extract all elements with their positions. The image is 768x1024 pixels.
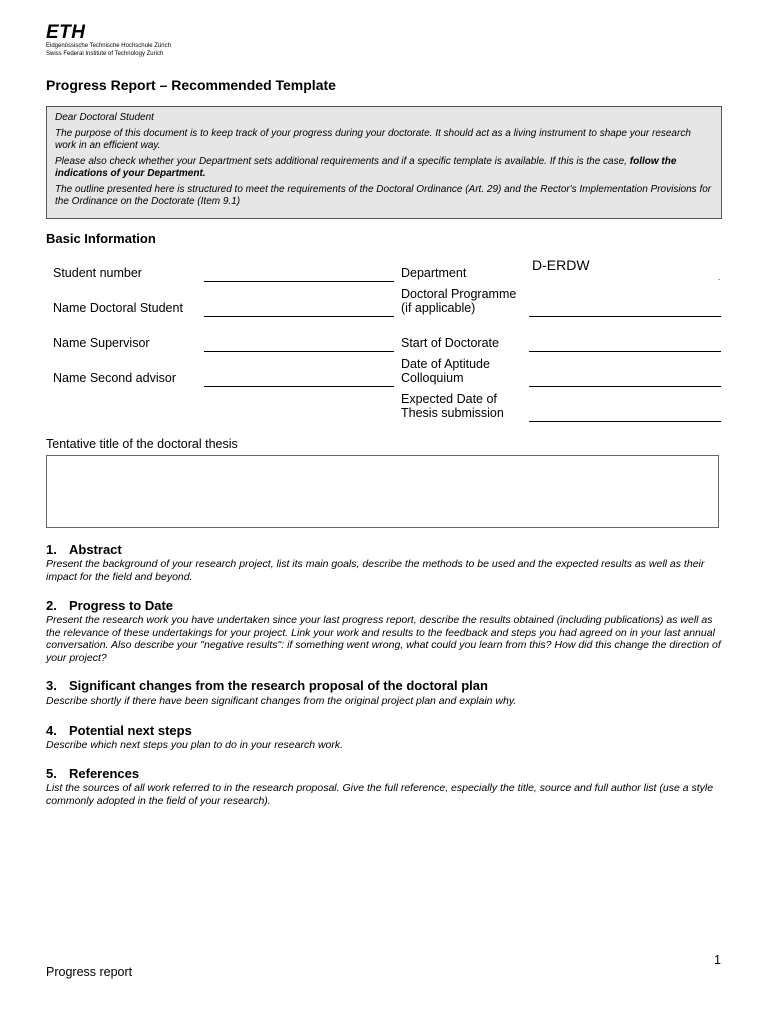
start-doctorate-field[interactable] <box>529 351 721 352</box>
aptitude-label-line1: Date of Aptitude <box>401 357 490 371</box>
basic-information-heading: Basic Information <box>46 231 156 246</box>
section-description-changes: Describe shortly if there have been significant changes from the original project plan and explain why. <box>46 695 517 707</box>
section-heading-changes <box>46 678 488 693</box>
page-number: 1 <box>714 953 721 967</box>
department-value[interactable]: D-ERDW <box>532 257 590 273</box>
aptitude-label-line2: Colloquium <box>401 371 464 385</box>
supervisor-field[interactable] <box>204 351 394 352</box>
section-title: References <box>69 766 140 781</box>
programme-label-line1: Doctoral Programme <box>401 287 517 301</box>
intro-outline-note: The outline presented here is structured to meet the requirements of the Doctoral Ordinance (Art. 29) and the Rector's Implementation Provisions for the Ordinance on the Doctorate (Item 9.1) <box>55 184 712 207</box>
thesis-submission-label-line2: Thesis submission <box>401 406 504 420</box>
student-number-label: Student number <box>53 266 142 280</box>
programme-label-line2: (if applicable) <box>401 301 476 315</box>
intro-department-emphasis: follow the indications of your Department. <box>55 156 677 179</box>
thesis-submission-field[interactable] <box>529 421 721 422</box>
document-title: Progress Report – Recommended Template <box>46 77 336 93</box>
section-number: 4. <box>46 723 57 738</box>
section-heading-references <box>46 766 139 781</box>
logo-line-english: Swiss Federal Institute of Technology Zurich <box>46 51 164 57</box>
section-description-references: List the sources of all work referred to in the research proposal. Give the full reference, especially the title, source and full author list (use a style commonly adopted in the field of your research). <box>46 782 714 807</box>
section-heading-next-steps <box>46 723 192 738</box>
logo-line-german: Eidgenössische Technische Hochschule Zürich <box>46 43 171 49</box>
section-description-abstract: Present the background of your research project, list its main goals, describe the methods to be used and the expected results as well as their impact for the field and beyond. <box>46 558 705 583</box>
start-doctorate-label: Start of Doctorate <box>401 336 499 350</box>
student-name-field[interactable] <box>204 316 394 317</box>
thesis-submission-label-line1: Expected Date of <box>401 392 497 406</box>
intro-greeting: Dear Doctoral Student <box>55 112 154 123</box>
eth-logo: ETH <box>46 22 86 43</box>
intro-department-note <box>55 156 713 180</box>
section-title: Abstract <box>69 542 122 557</box>
student-number-field[interactable] <box>204 281 394 282</box>
supervisor-label: Name Supervisor <box>53 336 150 350</box>
section-heading-abstract <box>46 542 122 557</box>
section-number: 5. <box>46 766 57 781</box>
department-label: Department <box>401 266 467 280</box>
section-number: 3. <box>46 678 57 693</box>
footer-text: Progress report <box>46 965 133 979</box>
intro-purpose: The purpose of this document is to keep track of your progress during your doctorate. It should act as a living instrument to shape your research work in an efficient way. <box>55 128 691 151</box>
thesis-title-field[interactable] <box>46 455 719 528</box>
section-description-next-steps: Describe which next steps you plan to do in your research work. <box>46 739 344 751</box>
section-description-progress: Present the research work you have undertaken since your last progress report, describe the results obtained (including publications) as well as the relevance of these undertakings for your project. Link your work and results to the feedback and steps you had agreed on in your last annual conversation. Also describe your "negative results": if something went wrong, what could you learn from this? How did this change the direction of your project? <box>46 614 721 664</box>
section-number: 2. <box>46 598 57 613</box>
section-title: Potential next steps <box>69 723 192 738</box>
section-heading-progress <box>46 598 173 613</box>
section-title: Significant changes from the research proposal of the doctoral plan <box>69 678 488 693</box>
second-advisor-label: Name Second advisor <box>53 371 176 385</box>
department-field-mark: . <box>718 273 721 282</box>
second-advisor-field[interactable] <box>204 386 394 387</box>
section-number: 1. <box>46 542 57 557</box>
aptitude-field[interactable] <box>529 386 721 387</box>
programme-field[interactable] <box>529 316 721 317</box>
section-title: Progress to Date <box>69 598 174 613</box>
intro-department-text: Please also check whether your Department sets additional requirements and if a specific template is available. If this is the case, <box>55 156 627 167</box>
thesis-title-label: Tentative title of the doctoral thesis <box>46 437 238 451</box>
intro-box <box>46 106 722 219</box>
student-name-label: Name Doctoral Student <box>53 301 183 315</box>
